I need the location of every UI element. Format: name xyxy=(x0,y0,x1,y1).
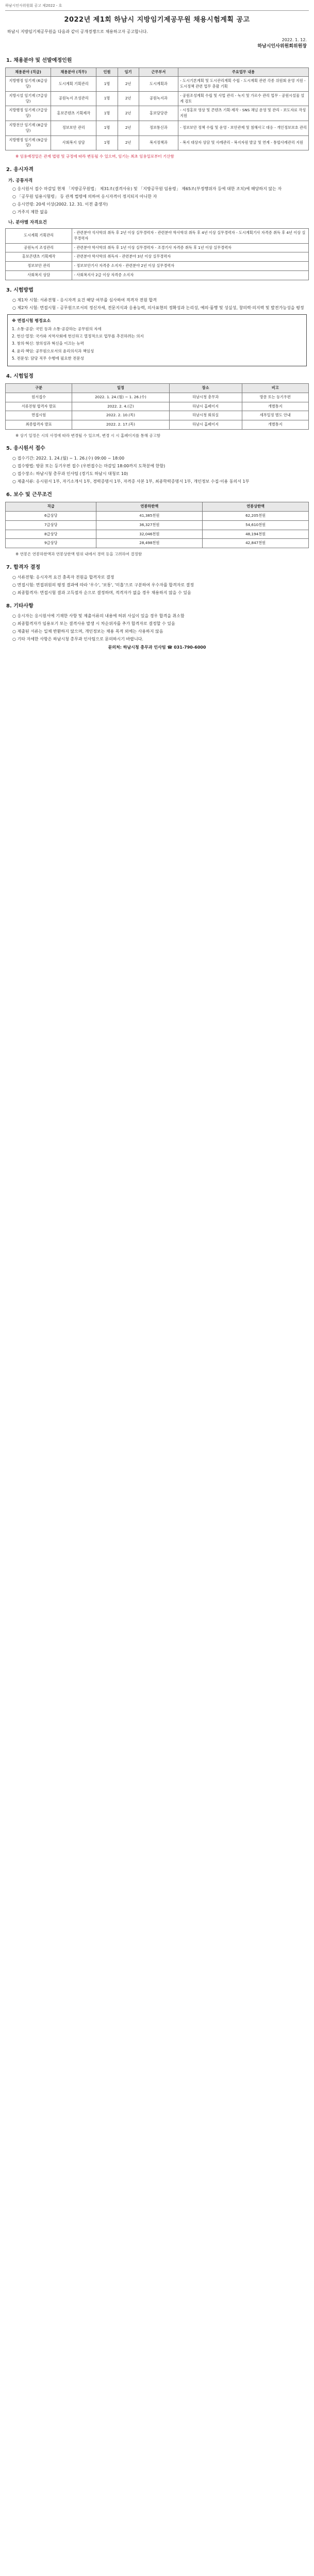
section-title-application: 5. 응시원서 접수 xyxy=(6,446,45,452)
table-header: 구분 xyxy=(6,384,72,393)
salary-table xyxy=(5,502,309,548)
cell-grade: 지방행정 임기제 (9급상당) xyxy=(6,135,51,150)
notice-org: 하남시인사위원회위원장 xyxy=(257,44,307,49)
table-row xyxy=(6,91,309,106)
cell-job: 공원녹지 조성관리 xyxy=(51,91,96,106)
notice-page xyxy=(0,0,314,663)
table-row xyxy=(6,539,309,548)
table-row xyxy=(6,271,309,280)
cell: 36,327천원 xyxy=(96,520,203,530)
cell-desc: - 도시기본계획 및 도시관리계획 수립 - 도시계획 관련 각종 위원회 운영 지원 - 도시정책 관련 업무 총괄 기획 xyxy=(178,77,309,92)
cell-num: 1명 xyxy=(96,77,118,92)
cell-job: 정보보안 관리 xyxy=(6,262,72,271)
criteria-item: 4. 윤리·책임: 공무원으로서의 윤리의식과 책임성 xyxy=(12,348,94,353)
table-row xyxy=(6,229,309,244)
cell-dept: 홍보담당관 xyxy=(139,106,178,121)
section-title-schedule: 4. 시험일정 xyxy=(6,374,34,380)
table-header: 주요업무 내용 xyxy=(178,67,309,77)
table-header: 비고 xyxy=(242,384,308,393)
table-row xyxy=(6,530,309,539)
intro-text: 하남시 지방임기제공무원을 다음과 같이 공개경쟁으로 채용하고자 공고합니다. xyxy=(7,29,148,34)
cell: 최종합격자 발표 xyxy=(6,420,72,430)
schedule-note: ※ 상기 일정은 시의 사정에 따라 변경될 수 있으며, 변경 시 시 홈페이지를 통해 공고함 xyxy=(15,433,161,438)
criteria-item: 5. 전문성: 담당 직무 수행에 필요한 전문성 xyxy=(12,355,84,361)
cell-req: - 관련분야 학사학위 취득 후 1년 이상 실무경력자 - 조경기사 자격증 취득 후 1년 이상 실무경력자 xyxy=(72,243,309,252)
cell: 6급상당 xyxy=(6,512,96,521)
table-row xyxy=(6,106,309,121)
cell: 54,610천원 xyxy=(203,520,309,530)
cell: 방문 또는 등기우편 xyxy=(242,393,308,402)
qualification-table xyxy=(5,228,309,280)
box-title: ※ 면접시험 평정요소 xyxy=(12,318,51,323)
table-row xyxy=(6,411,309,420)
table-row xyxy=(6,520,309,530)
notice-number: 하남시인사위원회 공고 제2022 - 호 xyxy=(5,3,309,11)
criteria-item: 2. 헌신·열정: 국가와 지역사회에 헌신하고 열정적으로 업무를 추진하려는 의지 xyxy=(12,334,144,339)
section-title-qualification: 2. 응시자격 xyxy=(6,166,34,173)
table-row xyxy=(6,402,309,411)
qual-item: ○ 「공무원 임용시험령」 등 관계 법령에 의하여 응시자격이 정지되지 아니한 자 xyxy=(12,194,157,199)
cell-job: 사회복지 상담 xyxy=(6,271,72,280)
cell-desc: - 공원조성계획 수립 및 사업 관리 - 녹지 및 가로수 관리 업무 - 공원시설물 설계 검토 xyxy=(178,91,309,106)
cell-grade: 지방행정 임기제 (6급상당) xyxy=(6,77,51,92)
table-row xyxy=(6,243,309,252)
cell: 하남시청 회의실 xyxy=(169,411,242,420)
cell-job: 도시계획 기획관리 xyxy=(51,77,96,92)
cell-term: 2년 xyxy=(118,91,139,106)
cell: 원서접수 xyxy=(6,393,72,402)
notice-date: 2022. 1. 12. xyxy=(282,38,307,42)
cell-num: 1명 xyxy=(96,135,118,150)
cell-job: 사회복지 상담 xyxy=(51,135,96,150)
table-header: 연봉상한액 xyxy=(203,502,309,512)
criteria-item: 1. 소통·공감: 국민 등과 소통·공감하는 공무원의 자세 xyxy=(12,326,102,331)
cell-dept: 정보통신과 xyxy=(139,121,178,136)
table-header: 채용분야 (직급) xyxy=(6,67,51,77)
criteria-item: 3. 창의·혁신: 창의성과 혁신을 이끄는 능력 xyxy=(12,341,84,346)
salary-note: ※ 연봉은 연봉하한액과 연봉상한액 범위 내에서 경력 등을 고려하여 결정함 xyxy=(15,552,142,557)
cell-term: 2년 xyxy=(118,77,139,92)
cell-job: 홍보콘텐츠 기획제작 xyxy=(6,252,72,262)
cell: 2022. 2. 10.(목) xyxy=(72,411,169,420)
cell: 7급상당 xyxy=(6,520,96,530)
subsection-field: 나. 분야별 자격요건 xyxy=(8,220,47,226)
cell-num: 1명 xyxy=(96,91,118,106)
cell-req: - 정보보안기사 자격증 소지자 - 관련분야 2년 이상 실무경력자 xyxy=(72,262,309,271)
cell: 42,847천원 xyxy=(203,539,309,548)
cell: 하남시 홈페이지 xyxy=(169,402,242,411)
application-item: ○ 접수기간: 2022. 1. 24.(월) ~ 1. 26.(수) 09:00 ~ 18:00 xyxy=(12,456,125,461)
cell: 2022. 2. 17.(목) xyxy=(72,420,169,430)
section-title-etc: 8. 기타사항 xyxy=(6,603,34,609)
interview-criteria-box xyxy=(7,314,307,366)
table-header: 장소 xyxy=(169,384,242,393)
table-header: 근무부서 xyxy=(139,67,178,77)
etc-item: ○ 제출된 서류는 일체 반환하지 않으며, 개인정보는 채용 목적 외에는 사용하지 않음 xyxy=(12,629,163,634)
cell-desc: - 복지 대상자 상담 및 사례관리 - 복지자원 발굴 및 연계 - 통합사례관리 지원 xyxy=(178,135,309,150)
cell: 8급상당 xyxy=(6,530,96,539)
recruit-table xyxy=(5,67,309,151)
cell-desc: - 시정홍보 영상 및 콘텐츠 기획·제작 - SNS 채널 운영 및 관리 - 보도자료 작성 지원 xyxy=(178,106,309,121)
cell: 하남시청 총무과 xyxy=(169,393,242,402)
cell-grade: 지방전산 임기제 (8급상당) xyxy=(6,121,51,136)
cell-dept: 복지정책과 xyxy=(139,135,178,150)
cell: 48,194천원 xyxy=(203,530,309,539)
section-title-recruit: 1. 채용분야 및 선발예정인원 xyxy=(6,57,72,63)
cell-dept: 도시계획과 xyxy=(139,77,178,92)
section-title-method: 3. 시험방법 xyxy=(6,287,34,293)
cell-term: 2년 xyxy=(118,135,139,150)
cell: 개별통지 xyxy=(242,420,308,430)
cell-term: 2년 xyxy=(118,106,139,121)
cell: 면접시험 xyxy=(6,411,72,420)
cell-term: 2년 xyxy=(118,121,139,136)
cell-grade: 지방시설 임기제 (7급상당) xyxy=(6,91,51,106)
table-header: 직급 xyxy=(6,502,96,512)
cell: 하남시 홈페이지 xyxy=(169,420,242,430)
cell-req: - 관련분야 학사학위 취득자 - 관련분야 3년 이상 실무경력자 xyxy=(72,252,309,262)
decision-item: ○ 최종합격자: 면접시험 결과 고득점자 순으로 결정하며, 적격자가 없을 경우 채용하지 않을 수 있음 xyxy=(12,590,191,595)
table-row xyxy=(6,512,309,521)
cell-job: 정보보안 관리 xyxy=(51,121,96,136)
table-row xyxy=(6,135,309,150)
table-header: 채용분야 (직무) xyxy=(51,67,96,77)
decision-item: ○ 면접시험: 면접위원의 평정 결과에 따라 '우수', '보통', '미흡'으로 구분하여 우수자를 합격자로 결정 xyxy=(12,582,194,587)
qual-item: ○ 거주지 제한 없음 xyxy=(12,210,48,215)
etc-item: ○ 기타 자세한 사항은 하남시청 총무과 인사팀으로 문의하시기 바랍니다. xyxy=(12,636,143,641)
cell: 개별통지 xyxy=(242,402,308,411)
cell-job: 홍보콘텐츠 기획제작 xyxy=(51,106,96,121)
etc-item: ○ 최종합격자가 임용포기 또는 결격사유 발생 시 차순위자를 추가 합격자로 결정할 수 있음 xyxy=(12,621,175,626)
cell-dept: 공원녹지과 xyxy=(139,91,178,106)
decision-item: ○ 서류전형: 응시자격 요건 충족자 전원을 합격자로 결정 xyxy=(12,574,114,580)
table-header: 일정 xyxy=(72,384,169,393)
cell-job: 공원녹지 조성관리 xyxy=(6,243,72,252)
cell: 2022. 1. 24.(월) ~ 1. 26.(수) xyxy=(72,393,169,402)
cell: 9급상당 xyxy=(6,539,96,548)
cell-desc: - 정보보안 정책 수립 및 운영 - 보안관제 및 침해사고 대응 - 개인정보보호 관리 xyxy=(178,121,309,136)
application-item: ○ 접수방법: 방문 또는 등기우편 접수 (우편접수는 마감일 18:00까지 도착분에 한함) xyxy=(12,464,166,469)
table-row xyxy=(6,77,309,92)
application-item: ○ 제출서류: 응시원서 1부, 자기소개서 1부, 경력증명서 1부, 자격증 사본 1부, 최종학력증명서 1부, 개인정보 수집·이용 동의서 1부 xyxy=(12,479,250,484)
cell-grade: 지방행정 임기제 (7급상당) xyxy=(6,106,51,121)
cell: 41,385천원 xyxy=(96,512,203,521)
recruit-note: ※ 임용예정일은 관계 법령 및 규정에 따라 변동될 수 있으며, 임기는 최초 임용일로부터 기산함 xyxy=(15,154,174,159)
table-header: 인원 xyxy=(96,67,118,77)
subsection-common: 가. 공통자격 xyxy=(8,178,33,183)
contact-info: 문의처: 하남시청 총무과 인사팀 ☎ 031-790-6000 xyxy=(108,645,206,650)
qual-item: ○ 응시연령: 20세 이상(2002. 12. 31. 이전 출생자) xyxy=(12,202,108,207)
table-row xyxy=(6,393,309,402)
schedule-table xyxy=(5,383,309,430)
table-header: 임기 xyxy=(118,67,139,77)
cell: 2022. 2. 4.(금) xyxy=(72,402,169,411)
table-row xyxy=(6,420,309,430)
cell-job: 도시계획 기획관리 xyxy=(6,229,72,244)
table-row xyxy=(6,252,309,262)
section-title-decision: 7. 합격자 결정 xyxy=(6,564,41,570)
etc-item: ○ 응시자는 응시원서에 기재한 사항 및 제출서류의 내용에 허위 사실이 있을 경우 합격을 취소함 xyxy=(12,613,185,618)
cell: 서류전형 합격자 발표 xyxy=(6,402,72,411)
cell-req: - 관련분야 석사학위 취득 후 2년 이상 실무경력자 - 관련분야 학사학위 취득 후 4년 이상 실무경력자 - 도시계획기사 자격증 취득 후 4년 이상 실무경력자 xyxy=(72,229,309,244)
cell: 32,046천원 xyxy=(96,530,203,539)
table-header: 연봉하한액 xyxy=(96,502,203,512)
cell-num: 1명 xyxy=(96,106,118,121)
section-title-salary: 6. 보수 및 근무조건 xyxy=(6,492,52,498)
cell-num: 1명 xyxy=(96,121,118,136)
application-item: ○ 접수장소: 하남시청 총무과 인사팀 (경기도 하남시 대청로 10) xyxy=(12,471,128,477)
method-item: ○ 제1차 시험: 서류전형 - 응시자격 요건 해당 여부를 심사하여 적격자 전원 합격 xyxy=(12,297,157,302)
page-title: 2022년 제1회 하남시 지방임기제공무원 채용시험계획 공고 xyxy=(64,15,250,24)
cell: 세부일정 별도 안내 xyxy=(242,411,308,420)
cell: 62,205천원 xyxy=(203,512,309,521)
qual-item: ○ 응시원서 접수 마감일 현재 「지방공무원법」 제31조(결격사유) 및 「지방공무원 임용령」 제65조(부정행위자 등에 대한 조치)에 해당하지 않는 자 xyxy=(12,187,282,192)
method-item: ○ 제2차 시험: 면접시험 - 공무원으로서의 정신자세, 전문지식과 응용능력, 의사표현의 정확성과 논리성, 예의·품행 및 성실성, 창의력·의지력 및 발전가능성을 평정 xyxy=(12,305,304,310)
cell: 28,498천원 xyxy=(96,539,203,548)
table-row xyxy=(6,121,309,136)
cell-req: - 사회복지사 2급 이상 자격증 소지자 xyxy=(72,271,309,280)
table-row xyxy=(6,262,309,271)
